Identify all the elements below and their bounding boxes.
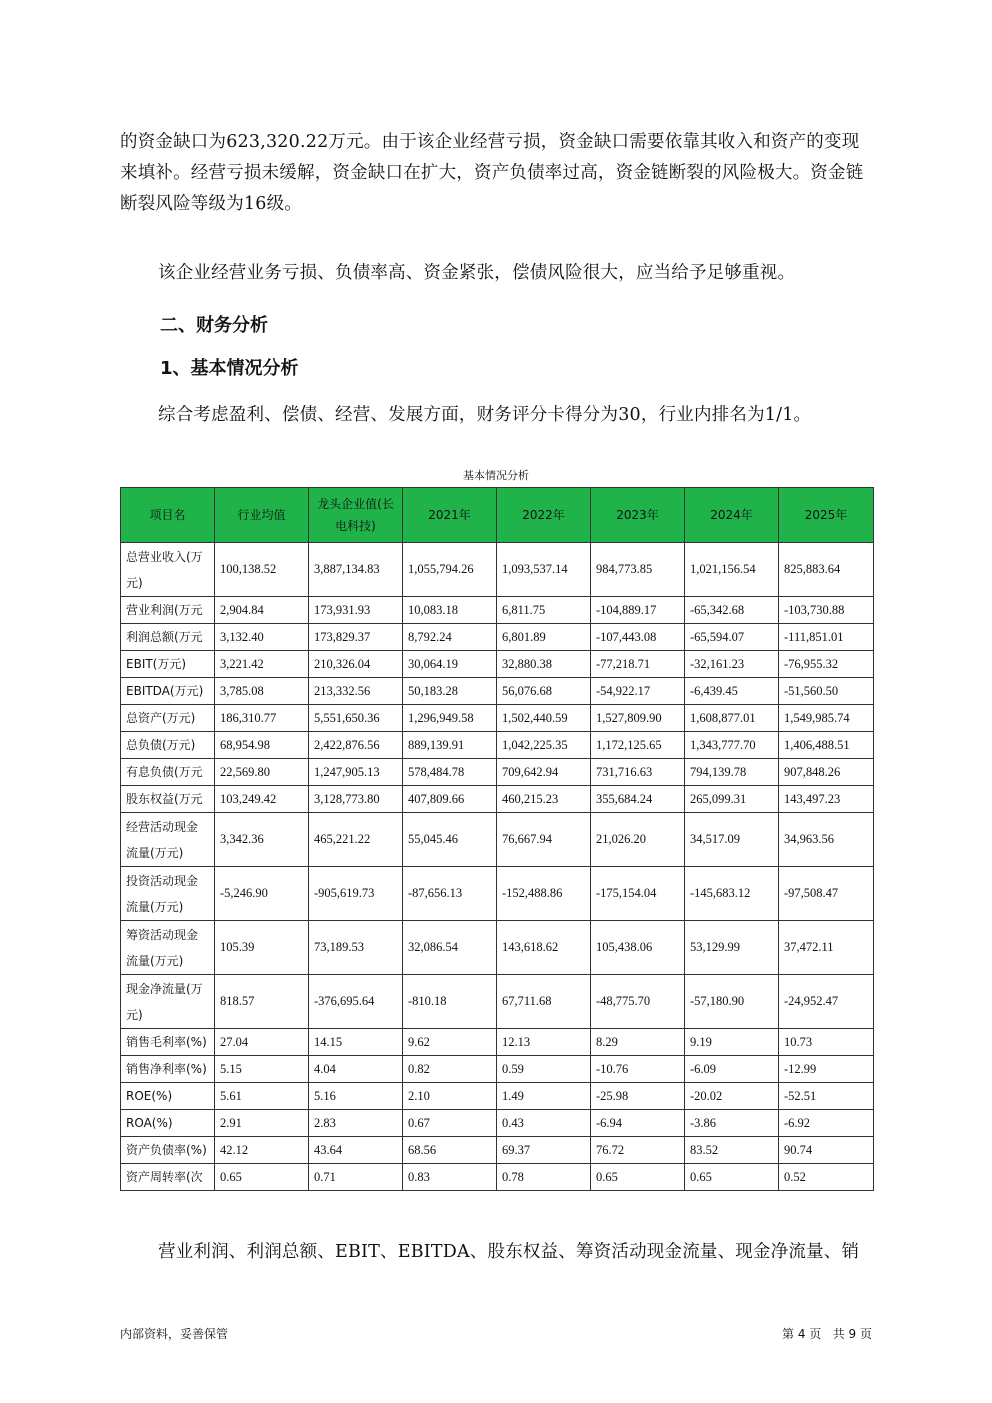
- table-cell: 5,551,650.36: [309, 705, 403, 732]
- table-cell: 578,484.78: [403, 759, 497, 786]
- table-cell: 1,172,125.65: [591, 732, 685, 759]
- table-cell: 83.52: [685, 1137, 779, 1164]
- table-cell: 8,792.24: [403, 624, 497, 651]
- table-cell: -104,889.17: [591, 597, 685, 624]
- table-cell: 794,139.78: [685, 759, 779, 786]
- table-cell: 2.10: [403, 1083, 497, 1110]
- table-cell: -376,695.64: [309, 975, 403, 1029]
- table-cell: -51,560.50: [779, 678, 874, 705]
- table-cell: -6.92: [779, 1110, 874, 1137]
- table-cell: -111,851.01: [779, 624, 874, 651]
- financial-table: [120, 487, 874, 1191]
- table-cell: 1,093,537.14: [497, 543, 591, 597]
- row-label: ROE(%): [121, 1083, 215, 1110]
- row-label: 经营活动现金流量(万元): [121, 813, 215, 867]
- table-cell: 0.52: [779, 1164, 874, 1191]
- table-cell: 731,716.63: [591, 759, 685, 786]
- table-cell: 8.29: [591, 1029, 685, 1056]
- table-row: [121, 1164, 874, 1191]
- table-cell: 5.15: [215, 1056, 309, 1083]
- table-cell: 42.12: [215, 1137, 309, 1164]
- footer-page-number: 第 4 页 共 9 页: [782, 1327, 872, 1341]
- table-cell: 1,042,225.35: [497, 732, 591, 759]
- table-cell: 34,517.09: [685, 813, 779, 867]
- table-cell: 210,326.04: [309, 651, 403, 678]
- table-cell: 34,963.56: [779, 813, 874, 867]
- table-row: [121, 678, 874, 705]
- table-cell: 1,406,488.51: [779, 732, 874, 759]
- table-cell: -6.09: [685, 1056, 779, 1083]
- table-cell: -76,955.32: [779, 651, 874, 678]
- table-cell: 69.37: [497, 1137, 591, 1164]
- table-cell: 0.65: [215, 1164, 309, 1191]
- table-cell: 10,083.18: [403, 597, 497, 624]
- table-cell: 465,221.22: [309, 813, 403, 867]
- table-cell: 21,026.20: [591, 813, 685, 867]
- table-cell: 6,811.75: [497, 597, 591, 624]
- table-cell: 0.67: [403, 1110, 497, 1137]
- table-cell: 1,021,156.54: [685, 543, 779, 597]
- table-cell: 55,045.46: [403, 813, 497, 867]
- table-cell: -107,443.08: [591, 624, 685, 651]
- table-cell: -905,619.73: [309, 867, 403, 921]
- table-cell: -54,922.17: [591, 678, 685, 705]
- table-row: [121, 651, 874, 678]
- table-cell: 12.13: [497, 1029, 591, 1056]
- table-cell: 818.57: [215, 975, 309, 1029]
- table-cell: 2,904.84: [215, 597, 309, 624]
- table-cell: -20.02: [685, 1083, 779, 1110]
- table-header-cell: 行业均值: [215, 488, 309, 543]
- table-cell: 53,129.99: [685, 921, 779, 975]
- table-cell: -24,952.47: [779, 975, 874, 1029]
- row-label: 投资活动现金流量(万元): [121, 867, 215, 921]
- row-label: 总营业收入(万元): [121, 543, 215, 597]
- table-cell: 709,642.94: [497, 759, 591, 786]
- table-cell: 100,138.52: [215, 543, 309, 597]
- table-cell: 0.59: [497, 1056, 591, 1083]
- table-row: [121, 1083, 874, 1110]
- table-cell: 173,829.37: [309, 624, 403, 651]
- table-cell: -77,218.71: [591, 651, 685, 678]
- row-label: 销售毛利率(%): [121, 1029, 215, 1056]
- table-cell: 32,880.38: [497, 651, 591, 678]
- table-cell: 9.62: [403, 1029, 497, 1056]
- table-cell: 50,183.28: [403, 678, 497, 705]
- table-cell: 1,055,794.26: [403, 543, 497, 597]
- table-cell: -145,683.12: [685, 867, 779, 921]
- table-cell: 76,667.94: [497, 813, 591, 867]
- table-cell: 5.61: [215, 1083, 309, 1110]
- table-cell: 105,438.06: [591, 921, 685, 975]
- table-cell: 3,887,134.83: [309, 543, 403, 597]
- table-row: [121, 813, 874, 867]
- table-cell: 407,809.66: [403, 786, 497, 813]
- section-heading: 二、财务分析: [160, 315, 268, 336]
- table-cell: 0.65: [591, 1164, 685, 1191]
- table-cell: 6,801.89: [497, 624, 591, 651]
- paragraph-scorecard: 综合考虑盈利、偿债、经营、发展方面，财务评分卡得分为30，行业内排名为1/1。: [158, 405, 812, 425]
- table-header-cell: 2021年: [403, 488, 497, 543]
- footer-confidential: 内部资料，妥善保管: [120, 1327, 229, 1341]
- row-label: 股东权益(万元: [121, 786, 215, 813]
- table-row: [121, 1137, 874, 1164]
- table-header-cell: 2024年: [685, 488, 779, 543]
- row-label: 总资产(万元): [121, 705, 215, 732]
- table-cell: -87,656.13: [403, 867, 497, 921]
- table-cell: 1.49: [497, 1083, 591, 1110]
- table-row: [121, 786, 874, 813]
- table-cell: 30,064.19: [403, 651, 497, 678]
- table-header-cell: 龙头企业值(长电科技): [309, 488, 403, 543]
- table-cell: 1,608,877.01: [685, 705, 779, 732]
- table-cell: 213,332.56: [309, 678, 403, 705]
- table-cell: 0.78: [497, 1164, 591, 1191]
- table-cell: 3,221.42: [215, 651, 309, 678]
- table-cell: 3,128,773.80: [309, 786, 403, 813]
- table-cell: -97,508.47: [779, 867, 874, 921]
- table-cell: 1,527,809.90: [591, 705, 685, 732]
- table-cell: -6.94: [591, 1110, 685, 1137]
- table-cell: 10.73: [779, 1029, 874, 1056]
- table-cell: 37,472.11: [779, 921, 874, 975]
- row-label: 资产周转率(次: [121, 1164, 215, 1191]
- row-label: 销售净利率(%): [121, 1056, 215, 1083]
- row-label: 营业利润(万元: [121, 597, 215, 624]
- table-row: [121, 1110, 874, 1137]
- table-cell: 0.82: [403, 1056, 497, 1083]
- table-row: [121, 543, 874, 597]
- table-cell: 3,785.08: [215, 678, 309, 705]
- table-header-cell: 项目名: [121, 488, 215, 543]
- paragraph-risk-summary: 该企业经营业务亏损、负债率高、资金紧张，偿债风险很大，应当给予足够重视。: [158, 263, 796, 283]
- table-cell: -57,180.90: [685, 975, 779, 1029]
- table-row: [121, 732, 874, 759]
- table-header-cell: 2025年: [779, 488, 874, 543]
- table-cell: 984,773.85: [591, 543, 685, 597]
- table-cell: 0.71: [309, 1164, 403, 1191]
- table-cell: 5.16: [309, 1083, 403, 1110]
- table-header-row: [121, 488, 874, 543]
- table-cell: -12.99: [779, 1056, 874, 1083]
- table-cell: 27.04: [215, 1029, 309, 1056]
- table-cell: 4.04: [309, 1056, 403, 1083]
- table-cell: -10.76: [591, 1056, 685, 1083]
- table-cell: -52.51: [779, 1083, 874, 1110]
- table-cell: 9.19: [685, 1029, 779, 1056]
- table-cell: 2.83: [309, 1110, 403, 1137]
- table-cell: -175,154.04: [591, 867, 685, 921]
- table-cell: 0.65: [685, 1164, 779, 1191]
- paragraph-continuation: 营业利润、利润总额、EBIT、EBITDA、股东权益、筹资活动现金流量、现金净流量、销: [158, 1242, 860, 1262]
- table-cell: 73,189.53: [309, 921, 403, 975]
- table-cell: -65,594.07: [685, 624, 779, 651]
- table-cell: 14.15: [309, 1029, 403, 1056]
- row-label: 利润总额(万元: [121, 624, 215, 651]
- table-row: [121, 975, 874, 1029]
- table-cell: 265,099.31: [685, 786, 779, 813]
- row-label: 总负债(万元): [121, 732, 215, 759]
- table-header-cell: 2022年: [497, 488, 591, 543]
- table-cell: -810.18: [403, 975, 497, 1029]
- table-row: [121, 624, 874, 651]
- table-cell: -25.98: [591, 1083, 685, 1110]
- table-cell: 105.39: [215, 921, 309, 975]
- table-row: [121, 597, 874, 624]
- table-cell: 67,711.68: [497, 975, 591, 1029]
- table-cell: 186,310.77: [215, 705, 309, 732]
- table-cell: 1,502,440.59: [497, 705, 591, 732]
- table-cell: -3.86: [685, 1110, 779, 1137]
- row-label: 现金净流量(万元): [121, 975, 215, 1029]
- row-label: 有息负债(万元: [121, 759, 215, 786]
- table-caption: 基本情况分析: [463, 469, 529, 482]
- table-cell: 1,549,985.74: [779, 705, 874, 732]
- table-cell: 889,139.91: [403, 732, 497, 759]
- table-cell: 2,422,876.56: [309, 732, 403, 759]
- table-row: [121, 921, 874, 975]
- row-label: ROA(%): [121, 1110, 215, 1137]
- paragraph-funding-gap: 的资金缺口为623,320.22万元。由于该企业经营亏损，资金缺口需要依靠其收入和资产的变现来填补。经营亏损未缓解，资金缺口在扩大，资产负债率过高，资金链断裂的风险极大。资金链断裂风险等级为16级。: [120, 132, 864, 214]
- table-row: [121, 867, 874, 921]
- table-cell: -152,488.86: [497, 867, 591, 921]
- table-cell: 355,684.24: [591, 786, 685, 813]
- table-cell: 68,954.98: [215, 732, 309, 759]
- table-cell: -5,246.90: [215, 867, 309, 921]
- table-cell: 3,342.36: [215, 813, 309, 867]
- table-cell: 143,497.23: [779, 786, 874, 813]
- table-cell: 1,296,949.58: [403, 705, 497, 732]
- table-cell: 173,931.93: [309, 597, 403, 624]
- table-cell: 32,086.54: [403, 921, 497, 975]
- table-cell: 1,247,905.13: [309, 759, 403, 786]
- table-row: [121, 1029, 874, 1056]
- table-cell: -103,730.88: [779, 597, 874, 624]
- table-cell: 907,848.26: [779, 759, 874, 786]
- table-cell: 76.72: [591, 1137, 685, 1164]
- table-cell: -32,161.23: [685, 651, 779, 678]
- table-cell: 90.74: [779, 1137, 874, 1164]
- table-cell: -65,342.68: [685, 597, 779, 624]
- table-cell: 143,618.62: [497, 921, 591, 975]
- row-label: EBITDA(万元): [121, 678, 215, 705]
- table-cell: 68.56: [403, 1137, 497, 1164]
- table-cell: 2.91: [215, 1110, 309, 1137]
- table-row: [121, 759, 874, 786]
- table-cell: 1,343,777.70: [685, 732, 779, 759]
- row-label: 筹资活动现金流量(万元): [121, 921, 215, 975]
- table-cell: -48,775.70: [591, 975, 685, 1029]
- table-cell: 22,569.80: [215, 759, 309, 786]
- table-cell: -6,439.45: [685, 678, 779, 705]
- table-header-cell: 2023年: [591, 488, 685, 543]
- table-cell: 56,076.68: [497, 678, 591, 705]
- table-cell: 43.64: [309, 1137, 403, 1164]
- row-label: EBIT(万元): [121, 651, 215, 678]
- table-cell: 825,883.64: [779, 543, 874, 597]
- subsection-heading: 1、基本情况分析: [160, 358, 299, 379]
- table-cell: 0.43: [497, 1110, 591, 1137]
- row-label: 资产负债率(%): [121, 1137, 215, 1164]
- table-row: [121, 1056, 874, 1083]
- table-cell: 3,132.40: [215, 624, 309, 651]
- table-row: [121, 705, 874, 732]
- table-cell: 460,215.23: [497, 786, 591, 813]
- table-cell: 103,249.42: [215, 786, 309, 813]
- table-cell: 0.83: [403, 1164, 497, 1191]
